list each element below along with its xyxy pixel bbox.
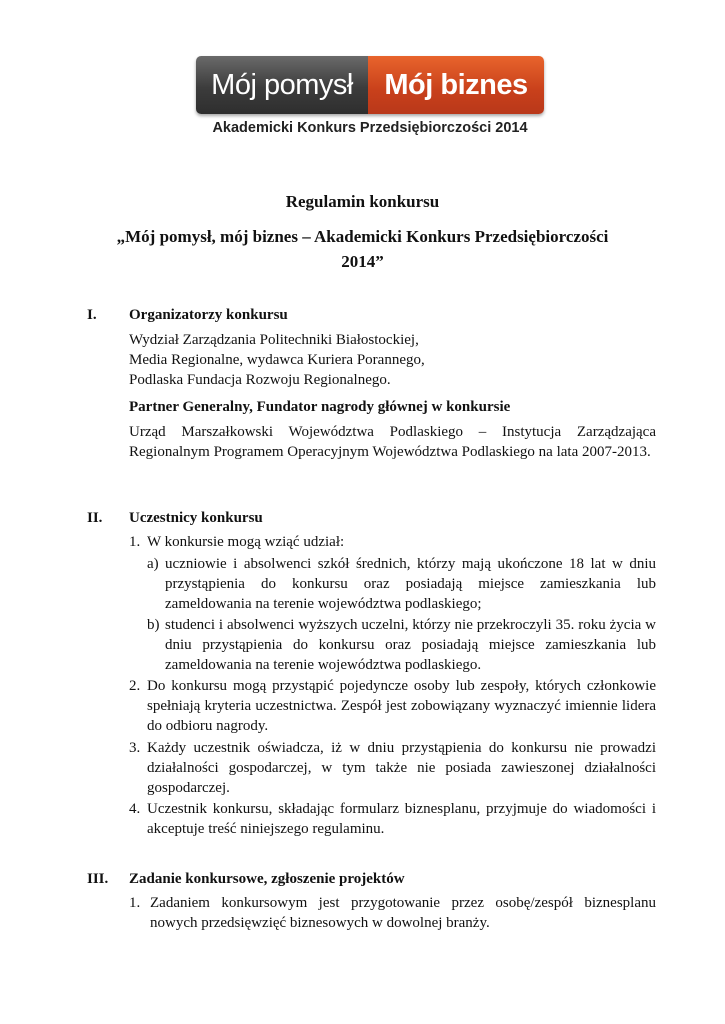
list-item: Każdy uczestnik oświadcza, iż w dniu przystąpienia do konkursu nie prowadzi działalności gospodarczej, w tym także nie posiada zawieszonej działalności gospodarczej. [147,740,656,796]
list-item: Uczestnik konkursu, składając formularz biznesplanu, przyjmuje do wiadomości i akceptuje treść niniejszego regulaminu. [147,801,656,837]
list-number: 1. [129,895,141,911]
list-number: 1. [129,534,141,550]
list-number: 2. [129,678,141,694]
partner-heading: Partner Generalny, Fundator nagrody głównej w konkursie [129,399,511,415]
sublist-item: studenci i absolwenci wyższych uczelni, którzy nie przekroczyli 35. roku życia w dniu przystąpienia do konkursu oraz posiadają miejsce zamieszkania lub zameldowania na terenie województwa podlaskiego. [165,617,656,673]
section-1-heading: Organizatorzy konkursu [129,307,288,323]
logo-left-text: Mój pomysł [196,56,368,114]
section-2-heading: Uczestnicy konkursu [129,510,263,526]
list-number: 4. [129,801,141,817]
list-item: Do konkursu mogą przystąpić pojedyncze osoby lub zespoły, których członkowie spełniają kryteria uczestnictwa. Zespół jest zobowiązany wyznaczyć imiennie lidera do odbioru nagrody. [147,678,656,734]
section-1-number: I. [87,307,97,323]
section-2-number: II. [87,510,103,526]
section-3-number: III. [87,871,109,887]
partner-text: Urząd Marszałkowski Województwa Podlaskiego – Instytucja Zarządzająca Regionalnym Programem Operacyjnym Województwa Podlaskiego na lata 2007-2013. [129,424,656,460]
list-item: W konkursie mogą wziąć udział: [147,534,345,550]
organizer-1: Wydział Zarządzania Politechniki Białostockiej, [129,332,419,348]
subtitle-line-2: 2014” [341,252,384,271]
document-title: Regulamin konkursu [285,192,440,211]
sublist-label: b) [147,617,160,633]
organizer-3: Podlaska Fundacja Rozwoju Regionalnego. [129,372,391,388]
logo-right-text: Mój biznes [368,56,544,114]
list-item: Zadaniem konkursowym jest przygotowanie przez osobę/zespół biznesplanu nowych przedsięwzięć biznesowych w dowolnej branży. [150,895,656,931]
sublist-label: a) [147,556,159,572]
section-3-heading: Zadanie konkursowe, zgłoszenie projektów [129,871,405,887]
document-subtitle [0,226,725,273]
logo-banner [196,56,544,114]
logo-subtitle: Akademicki Konkurs Przedsiębiorczości 2014 [212,120,528,136]
organizer-2: Media Regionalne, wydawca Kuriera Porannego, [129,352,425,368]
sublist-item: uczniowie i absolwenci szkół średnich, którzy mają ukończone 18 lat w dniu przystąpienia do konkursu oraz posiadają miejsce zamieszkania lub zameldowania na terenie województwa podlaskiego; [165,556,656,612]
list-number: 3. [129,740,141,756]
subtitle-line-1: „Mój pomysł, mój biznes – Akademicki Konkurs Przedsiębiorczości [116,227,609,246]
